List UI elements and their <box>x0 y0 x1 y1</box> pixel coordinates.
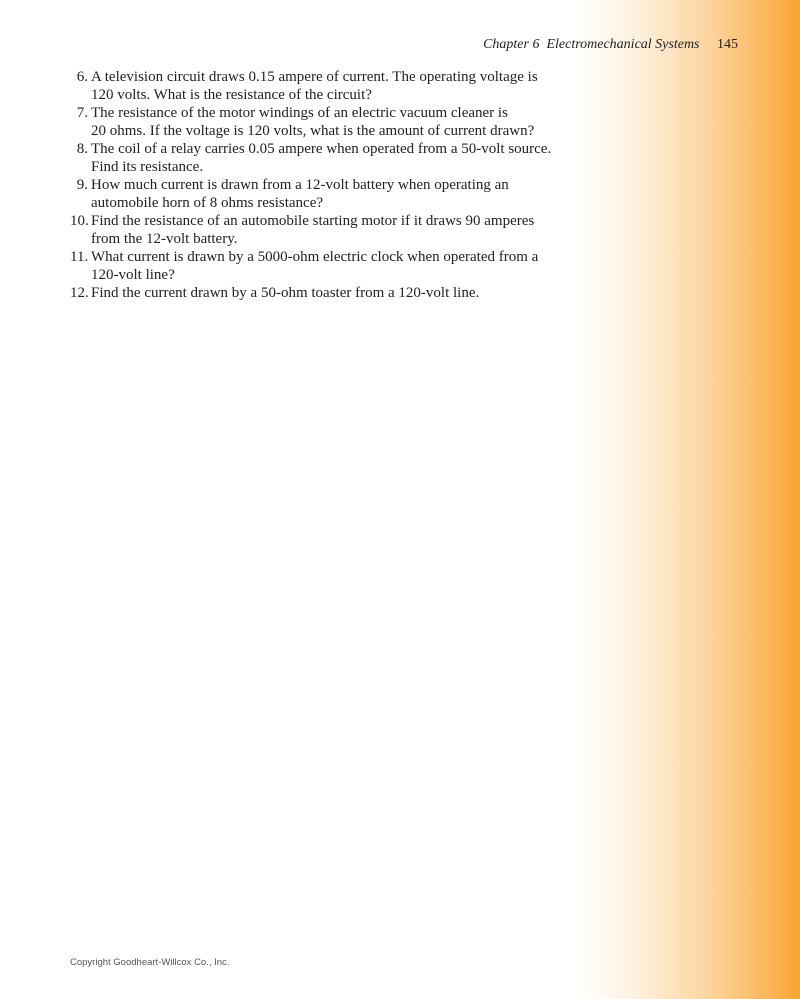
page-number: 145 <box>717 37 738 52</box>
problem-item <box>70 68 570 104</box>
problem-line: The coil of a relay carries 0.05 ampere when operated from a 50-volt source. <box>91 141 552 157</box>
copyright-notice: Copyright Goodheart-Willcox Co., Inc. <box>70 957 230 968</box>
problem-item <box>70 104 570 140</box>
problem-line: A television circuit draws 0.15 ampere of current. The operating voltage is <box>91 69 538 85</box>
problem-item <box>70 248 570 284</box>
problem-number: 7. <box>76 105 88 121</box>
problem-line: Find the current drawn by a 50-ohm toaster from a 120-volt line. <box>91 285 480 301</box>
decorative-side-band <box>575 0 800 999</box>
problem-item <box>70 176 570 212</box>
problem-line: What current is drawn by a 5000-ohm electric clock when operated from a <box>91 249 539 265</box>
running-header <box>483 37 738 53</box>
problem-list <box>70 68 570 302</box>
chapter-title <box>483 37 703 52</box>
problem-line: automobile horn of 8 ohms resistance? <box>91 195 324 211</box>
problem-line: 120 volts. What is the resistance of the circuit? <box>91 87 372 103</box>
problem-number: 10. <box>70 213 89 229</box>
problem-item <box>70 140 570 176</box>
problem-line: 120-volt line? <box>91 267 175 283</box>
problem-number: 8. <box>76 141 88 157</box>
chapter-label: Chapter 6 <box>483 37 540 52</box>
problem-line: from the 12-volt battery. <box>91 231 238 247</box>
problem-item <box>70 284 570 302</box>
problem-line: Find its resistance. <box>91 159 204 175</box>
problem-number: 9. <box>76 177 88 193</box>
problem-line: 20 ohms. If the voltage is 120 volts, what is the amount of current drawn? <box>91 123 535 139</box>
problem-line: The resistance of the motor windings of an electric vacuum cleaner is <box>91 105 508 121</box>
problem-number: 12. <box>70 285 89 301</box>
problem-line: How much current is drawn from a 12-volt battery when operating an <box>91 177 509 193</box>
problem-item <box>70 212 570 248</box>
problem-number: 11. <box>70 249 89 265</box>
section-title: Electromechanical Systems <box>546 37 700 52</box>
problem-line: Find the resistance of an automobile starting motor if it draws 90 amperes <box>91 213 535 229</box>
problem-number: 6. <box>76 69 88 85</box>
